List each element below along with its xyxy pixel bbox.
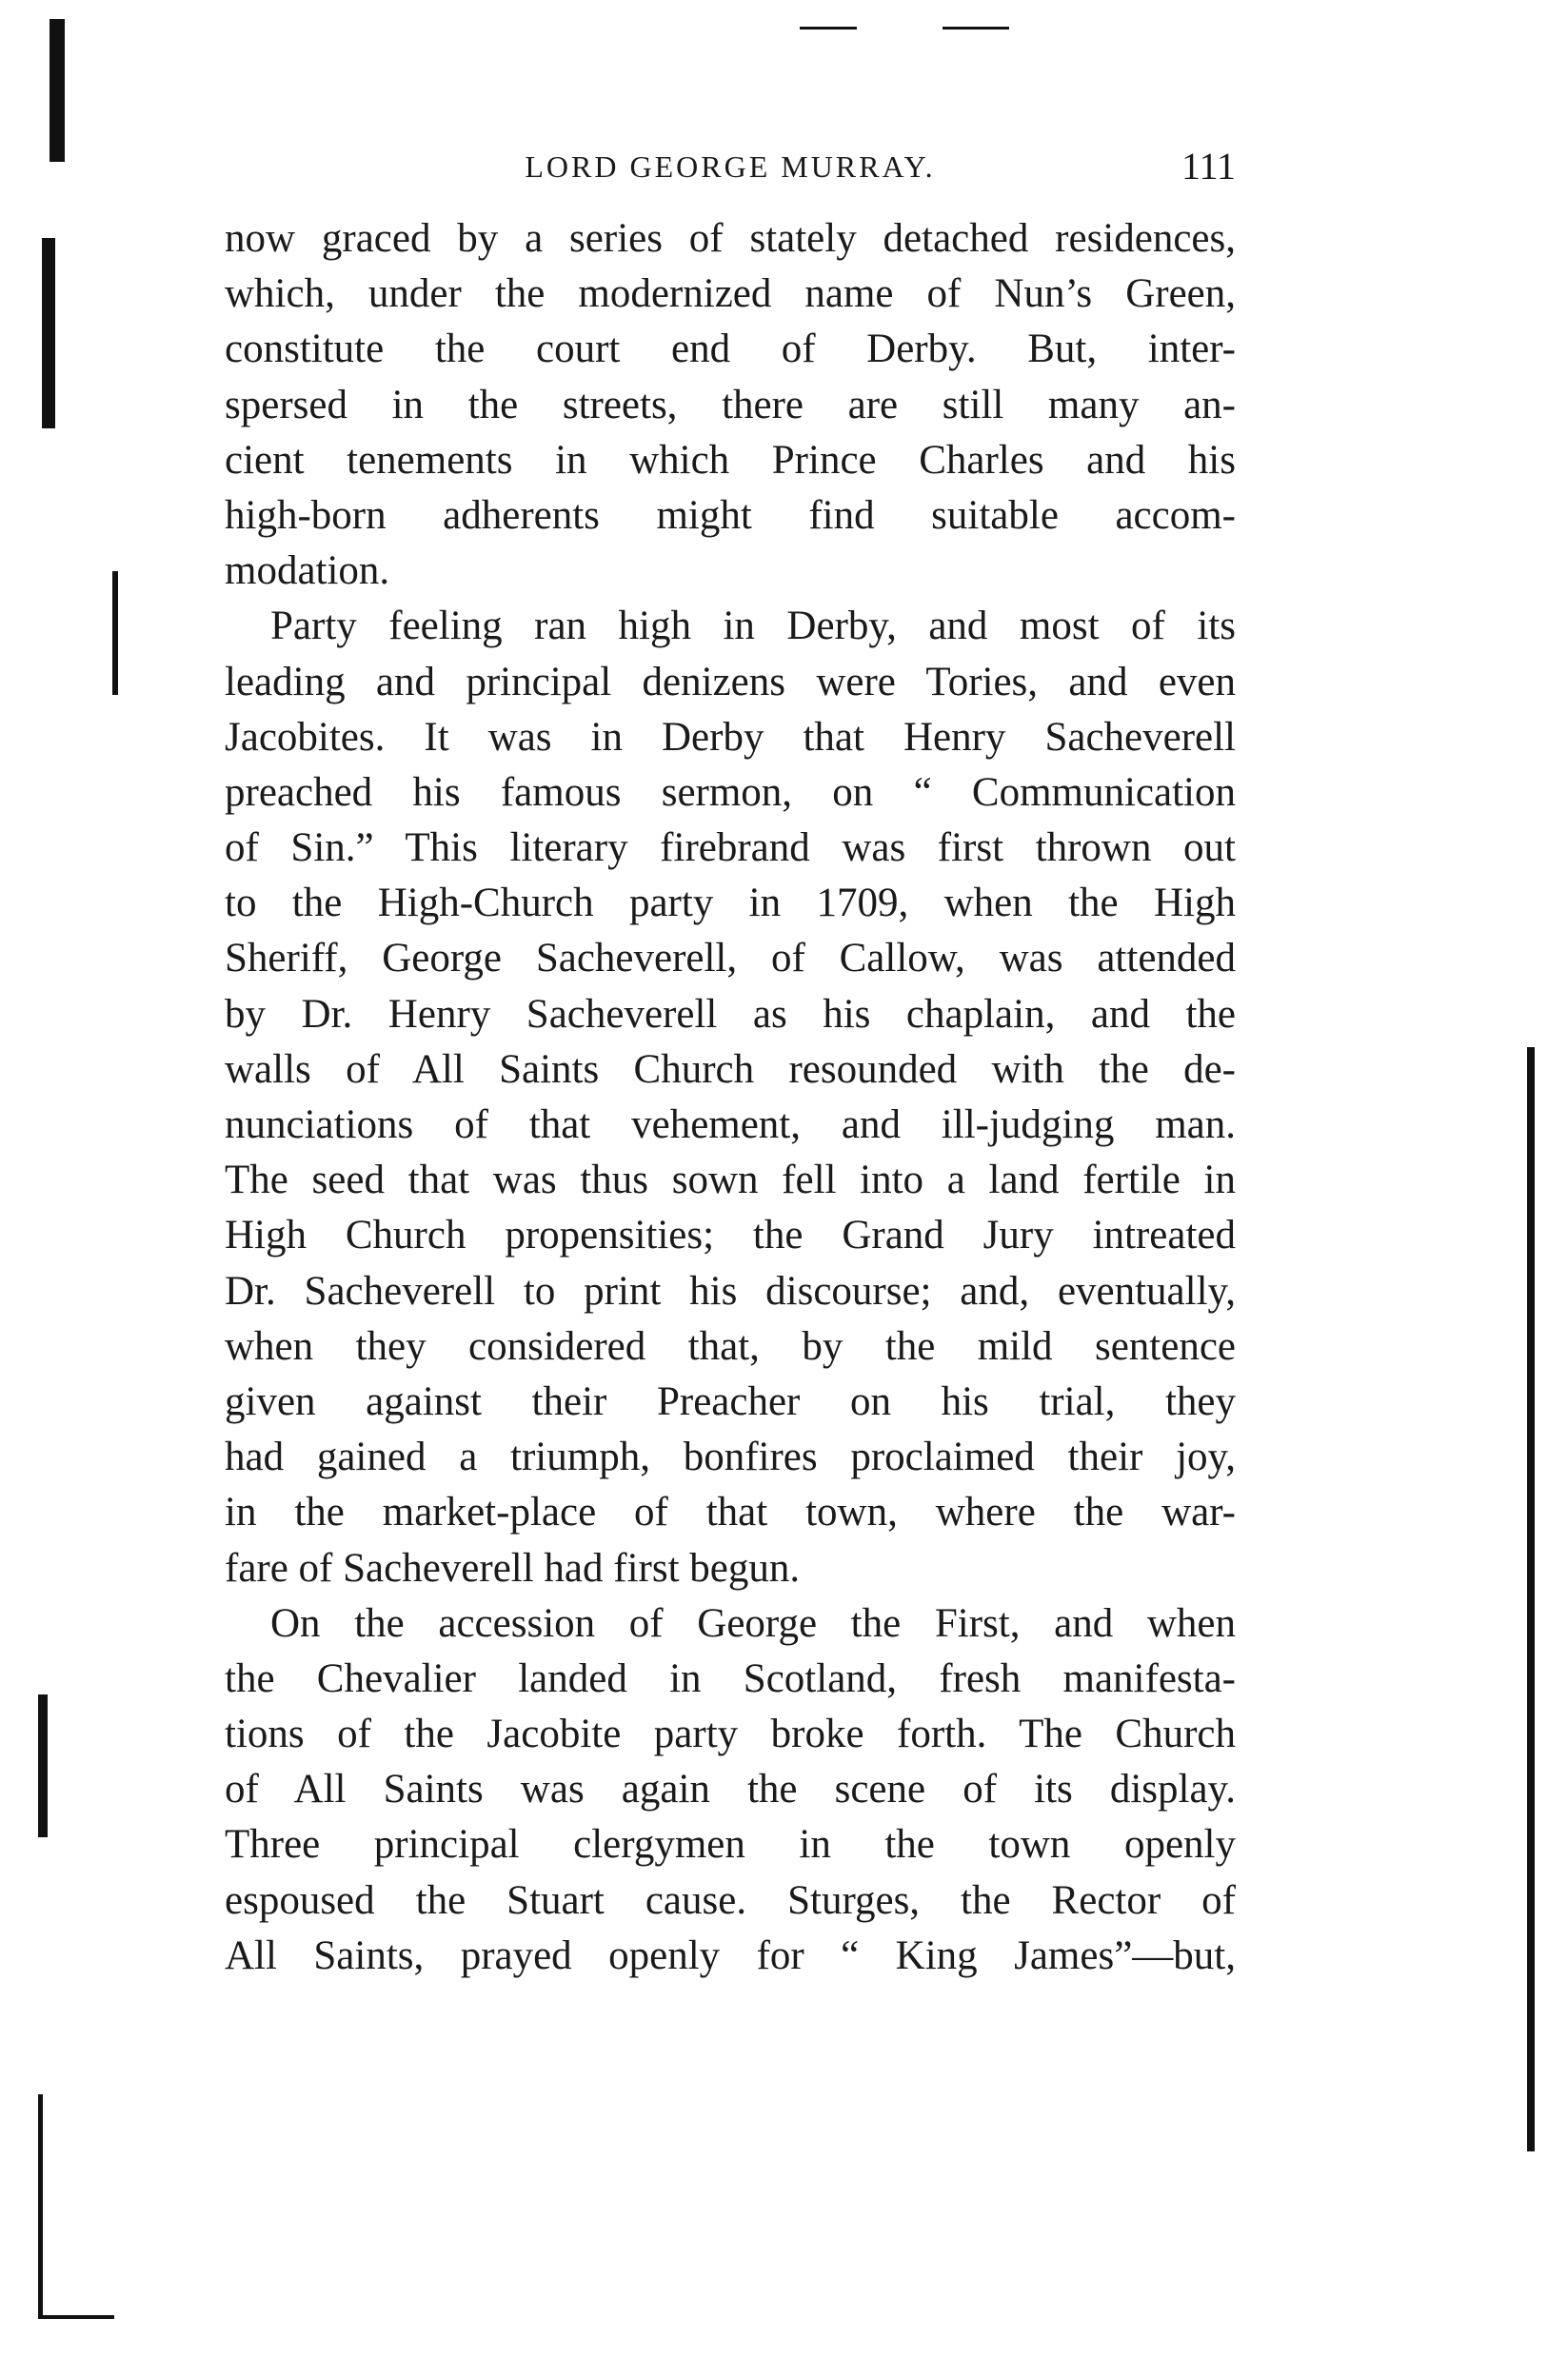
running-title: LORD GEORGE MURRAY.	[525, 149, 936, 184]
text-line: spersed in the streets, there are still many an-	[225, 382, 1236, 427]
text-line: given against their Preacher on his trial, they	[225, 1378, 1236, 1424]
text-line: Three principal clergymen in the town openly	[225, 1822, 1236, 1868]
text-line: The seed that was thus sown fell into a land fertile in	[225, 1158, 1236, 1203]
text-line: High Church propensities; the Grand Jury intreated	[225, 1213, 1236, 1258]
text-line: nunciations of that vehement, and ill-judging man.	[225, 1102, 1236, 1147]
running-head	[225, 143, 1236, 190]
text-line: leading and principal denizens were Tories, and even	[225, 659, 1236, 704]
text-line: high-born adherents might find suitable accom-	[225, 492, 1236, 538]
text-line: On the accession of George the First, and when	[270, 1600, 1236, 1646]
text-line: espoused the Stuart cause. Sturges, the Rector of	[225, 1877, 1236, 1923]
scan-edge-mark-right	[1527, 1047, 1535, 2151]
scan-edge-mark-bottom-left-horizontal	[38, 2315, 114, 2319]
scan-edge-mark-left-3	[38, 1694, 48, 1837]
text-line: of Sin.” This literary firebrand was first thrown out	[225, 825, 1236, 871]
text-line: to the High-Church party in 1709, when the High	[225, 881, 1236, 926]
scan-edge-mark-bottom-left-vertical	[38, 2094, 43, 2318]
text-line: walls of All Saints Church resounded with the de-	[225, 1046, 1236, 1092]
text-line: now graced by a series of stately detached residences,	[225, 216, 1236, 261]
text-line: modation.	[225, 548, 390, 594]
text-line: had gained a triumph, bonfires proclaimed their joy,	[225, 1435, 1236, 1480]
text-line: tions of the Jacobite party broke forth. The Church	[225, 1712, 1236, 1757]
text-line: Jacobites. It was in Derby that Henry Sacheverell	[225, 714, 1236, 760]
scan-edge-mark-left-1	[42, 238, 55, 428]
text-line: of All Saints was again the scene of its display.	[225, 1767, 1236, 1813]
text-line: by Dr. Henry Sacheverell as his chaplain, and the	[225, 991, 1236, 1037]
text-line: cient tenements in which Prince Charles and his	[225, 437, 1236, 483]
scan-edge-mark-top-center-1	[800, 27, 857, 30]
text-line: Party feeling ran high in Derby, and most of its	[270, 604, 1236, 649]
text-line: fare of Sacheverell had first begun.	[225, 1545, 801, 1591]
text-line: in the market-place of that town, where the war-	[225, 1490, 1236, 1536]
page-number: 111	[1181, 145, 1236, 188]
scan-edge-mark-left-2	[112, 571, 118, 695]
text-line: when they considered that, by the mild sentence	[225, 1323, 1236, 1369]
body-text	[225, 211, 1236, 1984]
text-line: constitute the court end of Derby. But, inter-	[225, 327, 1236, 372]
text-line: Sheriff, George Sacheverell, of Callow, was attended	[225, 936, 1236, 981]
text-line: the Chevalier landed in Scotland, fresh manifesta-	[225, 1655, 1236, 1701]
text-line: Dr. Sacheverell to print his discourse; and, eventually,	[225, 1268, 1236, 1314]
scan-edge-mark-top-center-2	[943, 27, 1009, 30]
scan-edge-mark-top-left	[50, 19, 65, 162]
text-line: which, under the modernized name of Nun’s Green,	[225, 271, 1236, 317]
text-line: preached his famous sermon, on “ Communication	[225, 769, 1236, 815]
text-line: All Saints, prayed openly for “ King James”—but,	[225, 1932, 1236, 1978]
